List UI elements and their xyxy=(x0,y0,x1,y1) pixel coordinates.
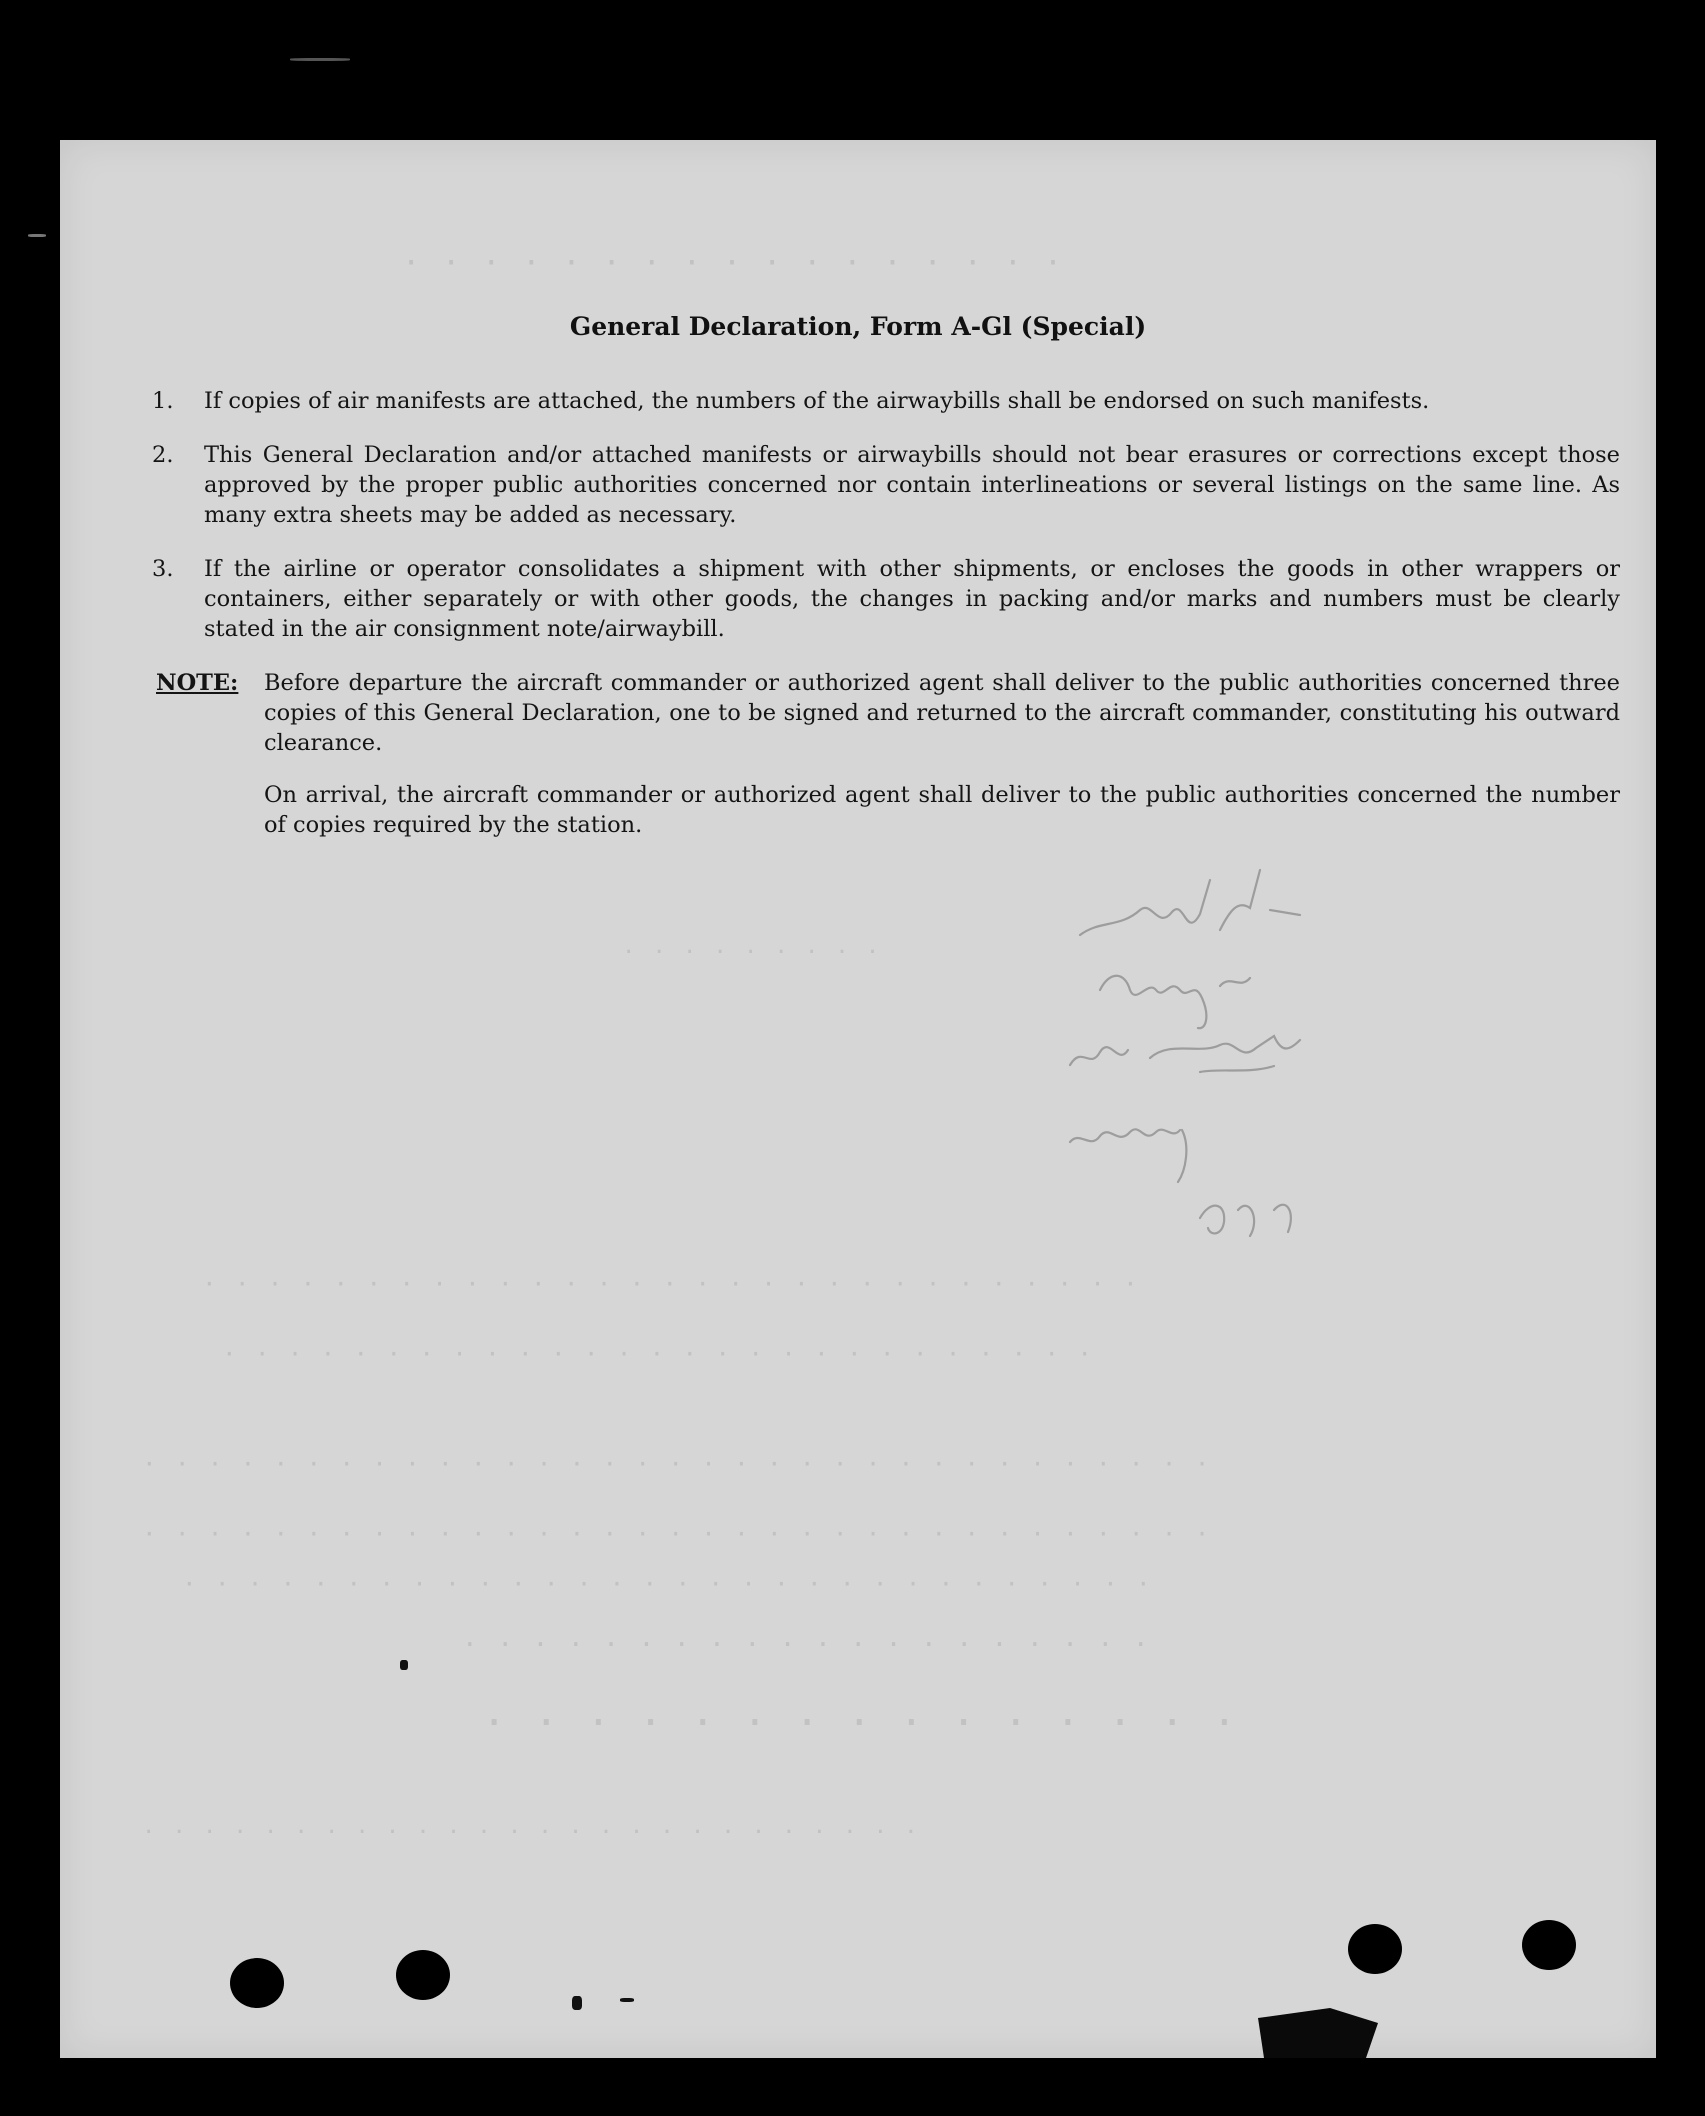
note-section xyxy=(156,668,1620,840)
item-number: 2. xyxy=(152,442,174,468)
document-title: General Declaration, Form A-Gl (Special) xyxy=(569,312,1147,341)
document-sheet xyxy=(60,140,1656,2058)
scan-mark xyxy=(290,58,350,61)
punch-hole-icon xyxy=(1348,1924,1402,1974)
ink-speck xyxy=(572,1996,582,2010)
ink-speck xyxy=(620,1998,634,2002)
note-paragraph-2: On arrival, the aircraft commander or authorized agent shall deliver to the public authorities concerned the number of copies required by the station. xyxy=(264,782,1620,838)
scan-mark xyxy=(28,234,46,237)
instruction-item-3 xyxy=(152,554,1620,644)
item-text: This General Declaration and/or attached manifests or airwaybills should not bear erasures or corrections except those approved by the proper public authorities concerned nor contain interlineations or several listings on the same line. As many extra sheets may be added as necessary. xyxy=(204,442,1620,528)
item-number: 3. xyxy=(152,556,174,582)
punch-hole-icon xyxy=(396,1950,450,2000)
instruction-item-2 xyxy=(152,440,1620,530)
punch-hole-icon xyxy=(230,1958,284,2008)
item-text: If the airline or operator consolidates a shipment with other shipments, or encloses the goods in other wrappers or containers, either separately or with other goods, the changes in packing and/or marks and numbers must be clearly stated in the air consignment note/airwaybill. xyxy=(204,556,1620,642)
instruction-item-1 xyxy=(152,386,1620,416)
punch-hole-icon xyxy=(1522,1920,1576,1970)
ink-speck xyxy=(400,1660,408,1670)
torn-corner xyxy=(1258,2008,1378,2058)
note-label: NOTE: xyxy=(156,670,239,696)
bleed-through-background: · · · · · · · · · · · · · · · · · · · · · · · · · · · · · · · · · · · · · · · · · · · · · · · · · · · · · · · · · · · · · · · · · · · · · · · · · · · · · · · · · · · · · · · · · · · · · · · · · · · · · · · · · · · · · · · · · · · · · · · · · · · · · · · · · · · · · · · · · · · · · · · · · · · · · · · · · · · · · · · · · · · · · · · · · · · · · · · · · · · · · · · · · · · · · · · · · · · · · · · · · · · · · · · · · · · · · · · · · · · · · · · · · · · · · · · · · · · · · · · xyxy=(140,246,1237,1845)
handwritten-notes-icon xyxy=(1060,840,1520,1260)
note-paragraph-1: Before departure the aircraft commander or authorized agent shall deliver to the public authorities concerned three copies of this General Declaration, one to be signed and returned to the aircraft commander, constituting his outward clearance. xyxy=(264,670,1620,756)
item-text: If copies of air manifests are attached, the numbers of the airwaybills shall be endorsed on such manifests. xyxy=(204,388,1430,414)
item-number: 1. xyxy=(152,388,174,414)
